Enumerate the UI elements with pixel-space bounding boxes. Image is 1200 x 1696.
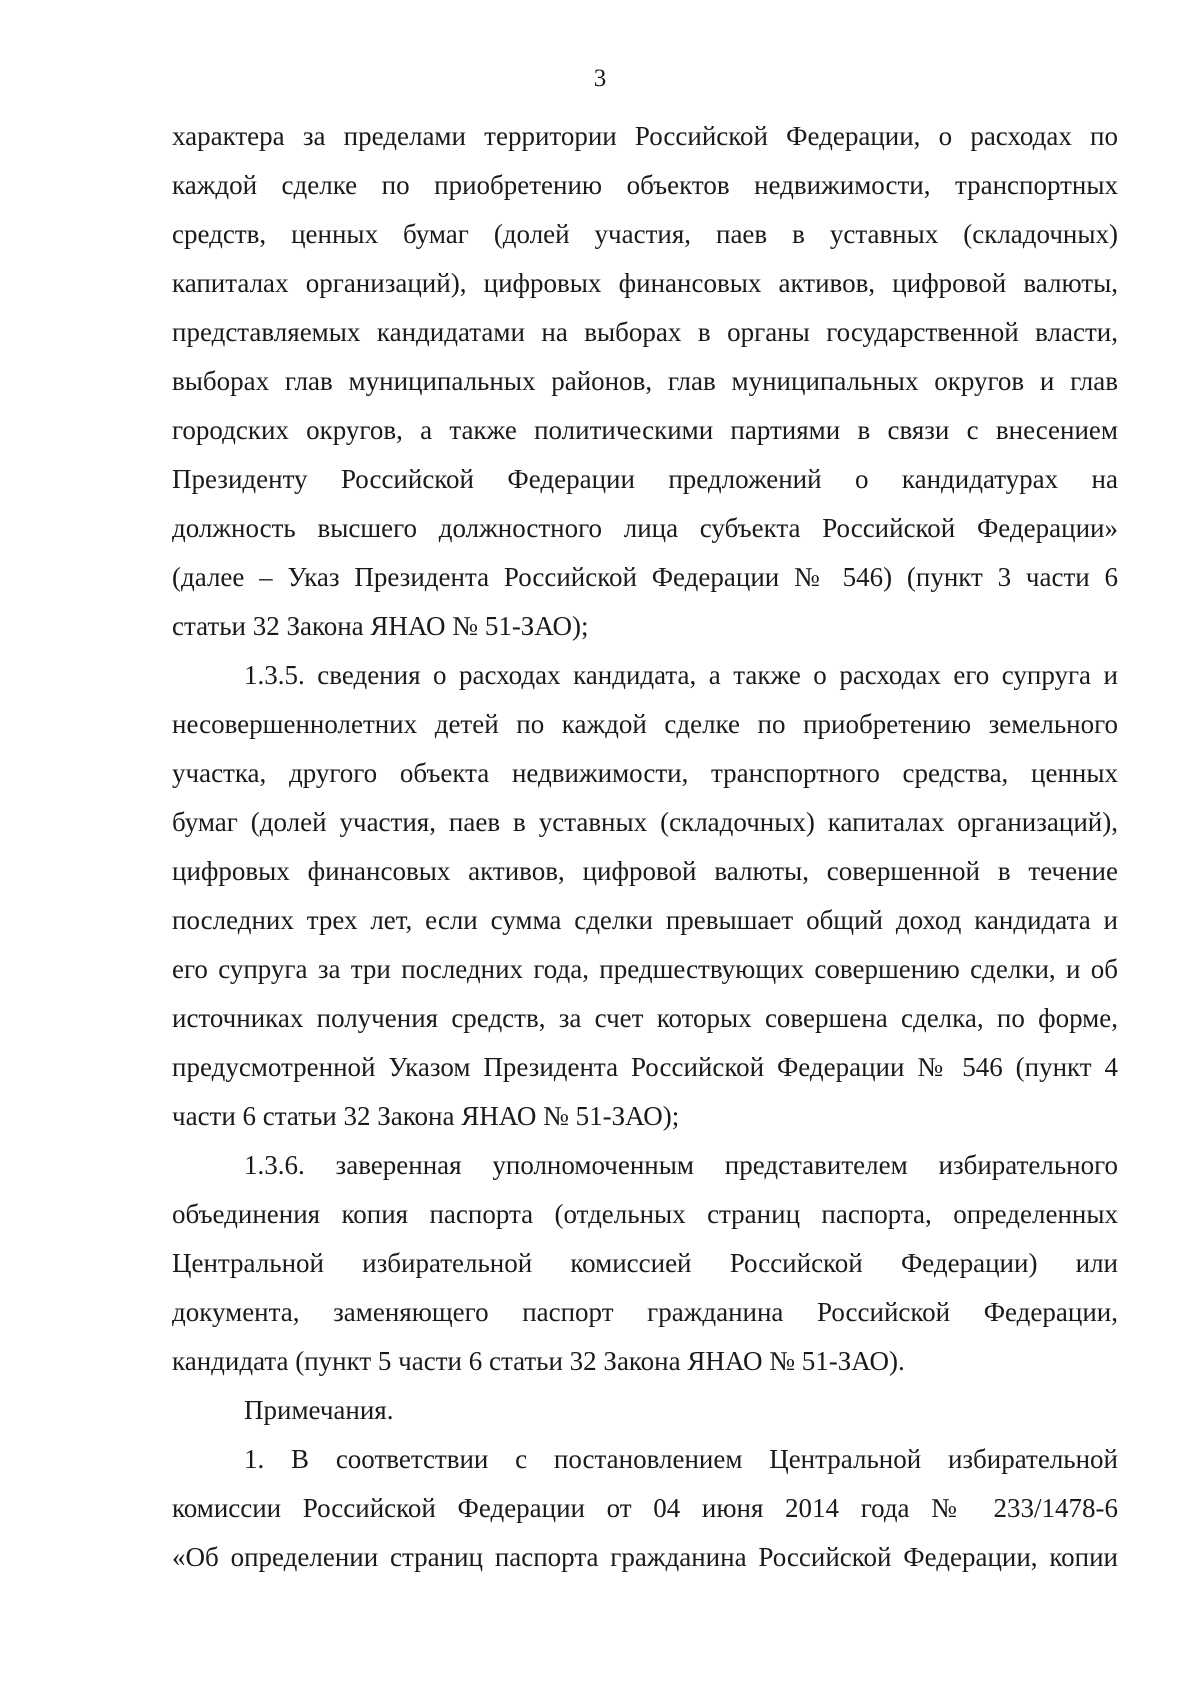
text-line: городских округов, а также политическими партиями в связи с внесением: [172, 415, 1118, 445]
text-line: предусмотренной Указом Президента Российской Федерации № 546 (пункт 4: [172, 1052, 1118, 1082]
text-line: «Об определении страниц паспорта гражданина Российской Федерации, копии: [172, 1542, 1118, 1572]
text-line: средств, ценных бумаг (долей участия, паев в уставных (складочных): [172, 219, 1118, 249]
text-line: должность высшего должностного лица субъекта Российской Федерации»: [172, 513, 1118, 543]
text-line: несовершеннолетних детей по каждой сделке по приобретению земельного: [172, 709, 1118, 739]
text-line: Примечания.: [244, 1395, 394, 1425]
text-line: его супруга за три последних года, предшествующих совершению сделки, и об: [172, 954, 1118, 984]
text-line: 1.3.6. заверенная уполномоченным представителем избирательного: [244, 1150, 1118, 1180]
text-line: характера за пределами территории Российской Федерации, о расходах по: [172, 121, 1118, 151]
text-line: Президенту Российской Федерации предложений о кандидатурах на: [172, 464, 1118, 494]
text-line: каждой сделке по приобретению объектов недвижимости, транспортных: [172, 170, 1118, 200]
text-line: кандидата (пункт 5 части 6 статьи 32 Закона ЯНАО № 51-ЗАО).: [172, 1346, 905, 1376]
text-line: статьи 32 Закона ЯНАО № 51-ЗАО);: [172, 611, 589, 641]
text-line: объединения копия паспорта (отдельных страниц паспорта, определенных: [172, 1199, 1118, 1229]
text-line: части 6 статьи 32 Закона ЯНАО № 51-ЗАО);: [172, 1101, 680, 1131]
text-line: Центральной избирательной комиссией Российской Федерации) или: [172, 1248, 1118, 1278]
text-line: капиталах организаций), цифровых финансовых активов, цифровой валюты,: [172, 268, 1118, 298]
text-line: источниках получения средств, за счет которых совершена сделка, по форме,: [172, 1003, 1118, 1033]
text-line: бумаг (долей участия, паев в уставных (складочных) капиталах организаций),: [172, 807, 1118, 837]
text-line: представляемых кандидатами на выборах в органы государственной власти,: [172, 317, 1118, 347]
text-line: последних трех лет, если сумма сделки превышает общий доход кандидата и: [172, 905, 1118, 935]
page-number: 3: [593, 65, 607, 92]
document-body: [172, 112, 1118, 1582]
text-line: цифровых финансовых активов, цифровой валюты, совершенной в течение: [172, 856, 1118, 886]
text-line: (далее – Указ Президента Российской Федерации № 546) (пункт 3 части 6: [172, 562, 1118, 592]
text-line: выборах глав муниципальных районов, глав муниципальных округов и глав: [172, 366, 1118, 396]
text-line: 1. В соответствии с постановлением Центральной избирательной: [244, 1444, 1118, 1474]
text-line: участка, другого объекта недвижимости, транспортного средства, ценных: [172, 758, 1118, 788]
text-line: комиссии Российской Федерации от 04 июня 2014 года № 233/1478-6: [172, 1493, 1118, 1523]
text-line: 1.3.5. сведения о расходах кандидата, а также о расходах его супруга и: [244, 660, 1118, 690]
text-line: документа, заменяющего паспорт гражданина Российской Федерации,: [172, 1297, 1118, 1327]
